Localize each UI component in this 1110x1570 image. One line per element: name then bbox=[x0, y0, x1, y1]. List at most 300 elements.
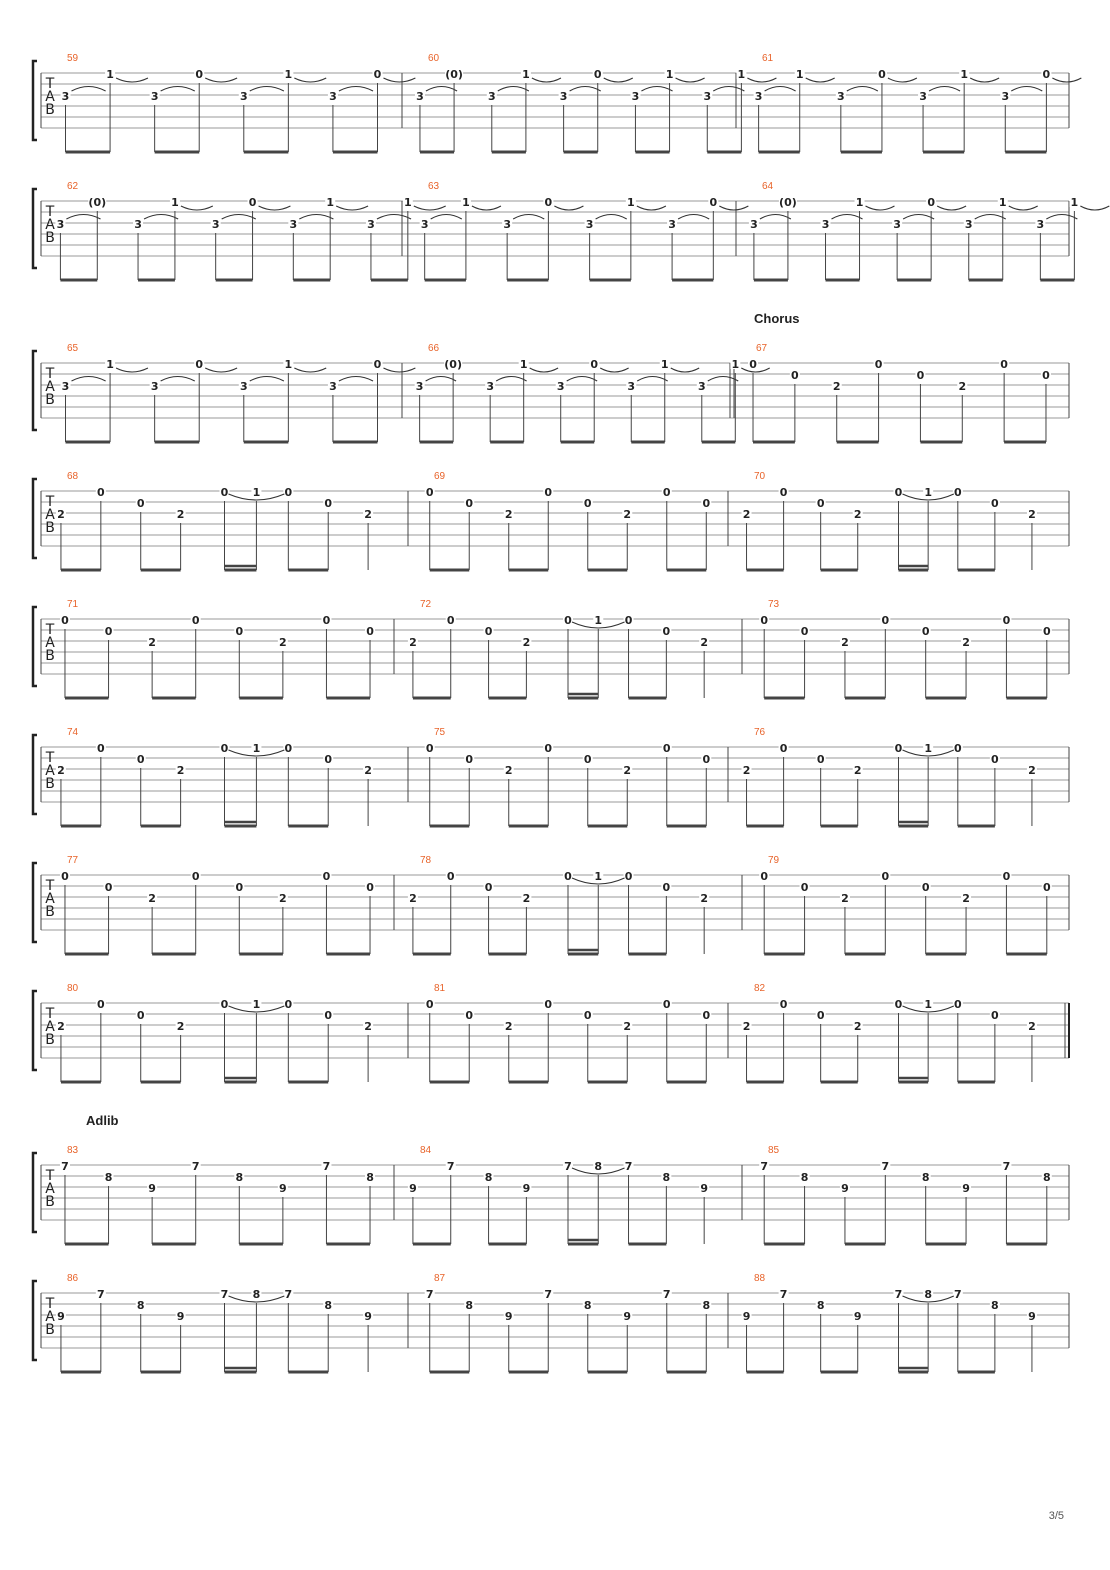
tie bbox=[294, 78, 326, 82]
tab-fret-number: 3 bbox=[416, 90, 424, 103]
tab-fret-number: 8 bbox=[921, 1171, 930, 1184]
tab-fret-number: 0 bbox=[136, 1009, 145, 1022]
tab-fret-number: 1 bbox=[665, 68, 674, 81]
tab-fret-number: 0 bbox=[916, 369, 925, 382]
slur bbox=[250, 377, 284, 382]
tab-fret-number: 9 bbox=[623, 1310, 632, 1323]
tie bbox=[532, 78, 561, 82]
tab-fret-number: 7 bbox=[191, 1160, 200, 1173]
tab-fret-number: 1 bbox=[106, 358, 114, 371]
tab-fret-number: (0) bbox=[444, 358, 462, 371]
tab-fret-number: 0 bbox=[800, 881, 809, 894]
tab-fret-number: 0 bbox=[220, 998, 229, 1011]
tab-fret-number: 1 bbox=[462, 196, 470, 209]
slur bbox=[144, 215, 178, 220]
system-bracket bbox=[33, 1153, 37, 1232]
tab-fret-number: 3 bbox=[556, 380, 565, 393]
tab-fret-number: 0 bbox=[322, 614, 331, 627]
system-bracket bbox=[33, 351, 37, 430]
tab-fret-number: 9 bbox=[700, 1182, 709, 1195]
tie bbox=[116, 78, 148, 82]
tab-fret-number: 0 bbox=[324, 1009, 333, 1022]
tab-clef-letter: A bbox=[45, 635, 55, 651]
tab-fret-number: 0 bbox=[709, 196, 718, 209]
tab-fret-number: 0 bbox=[662, 625, 671, 638]
tab-fret-number: (0) bbox=[779, 196, 797, 209]
tab-fret-number: 0 bbox=[97, 998, 105, 1011]
bar-number: 70 bbox=[754, 471, 766, 482]
tab-fret-number: 0 bbox=[991, 753, 999, 766]
tab-fret-number: 2 bbox=[853, 764, 862, 777]
tab-fret-number: 0 bbox=[874, 358, 883, 371]
bar-number: 67 bbox=[756, 343, 768, 354]
tab-fret-number: 7 bbox=[953, 1288, 962, 1301]
tab-fret-number: 0 bbox=[894, 486, 903, 499]
tab-fret-number: 0 bbox=[465, 753, 474, 766]
tie bbox=[181, 206, 213, 210]
tab-fret-number: 0 bbox=[248, 196, 257, 209]
tab-fret-number: 2 bbox=[148, 892, 156, 905]
tab-fret-number: 2 bbox=[504, 508, 513, 521]
tab-fret-number: 9 bbox=[522, 1182, 531, 1195]
tie bbox=[604, 78, 633, 82]
tab-fret-number: 0 bbox=[1002, 614, 1011, 627]
tab-fret-number: 0 bbox=[624, 870, 633, 883]
tab-fret-number: 0 bbox=[1042, 881, 1051, 894]
tie bbox=[747, 78, 776, 82]
tab-fret-number: 0 bbox=[583, 497, 592, 510]
tab-fret-number: 3 bbox=[329, 90, 337, 103]
tab-fret-number: 2 bbox=[522, 636, 531, 649]
tab-fret-number: 0 bbox=[662, 486, 671, 499]
tab-fret-number: 2 bbox=[364, 764, 372, 777]
tie bbox=[676, 78, 705, 82]
bar-number: 81 bbox=[434, 983, 446, 994]
tab-fret-number: 3 bbox=[821, 218, 830, 231]
tab-fret-number: 3 bbox=[1001, 90, 1010, 103]
tab-fret-number: 7 bbox=[544, 1288, 553, 1301]
tab-fret-number: 7 bbox=[624, 1160, 633, 1173]
tab-clef-letter: B bbox=[45, 392, 55, 408]
tab-clef-letter: T bbox=[45, 76, 55, 92]
tab-fret-number: 0 bbox=[191, 614, 200, 627]
tab-clef-letter: T bbox=[45, 1168, 55, 1184]
system-bracket bbox=[33, 61, 37, 140]
tab-clef-letter: T bbox=[45, 1296, 55, 1312]
bar-number: 66 bbox=[428, 343, 440, 354]
tab-fret-number: 8 bbox=[366, 1171, 374, 1184]
tab-fret-number: 0 bbox=[425, 486, 434, 499]
tab-fret-number: 0 bbox=[791, 369, 799, 382]
tab-fret-number: 2 bbox=[176, 764, 185, 777]
bar-number: 74 bbox=[67, 727, 79, 738]
tab-clef-letter: A bbox=[45, 1309, 55, 1325]
slur bbox=[496, 377, 526, 382]
tab-fret-number: 3 bbox=[750, 218, 758, 231]
tab-fret-number: 7 bbox=[61, 1160, 69, 1173]
tab-fret-number: 0 bbox=[284, 486, 293, 499]
tab-fret-number: 2 bbox=[409, 636, 417, 649]
tie bbox=[530, 368, 558, 372]
tab-fret-number: 2 bbox=[176, 508, 185, 521]
tab-fret-number: 0 bbox=[662, 881, 671, 894]
tab-fret-number: 0 bbox=[583, 753, 592, 766]
tab-fret-number: 8 bbox=[1042, 1171, 1051, 1184]
tab-fret-number: 2 bbox=[504, 1020, 513, 1033]
tab-fret-number: 3 bbox=[134, 218, 142, 231]
tab-fret-number: 3 bbox=[1036, 218, 1045, 231]
tab-fret-number: 0 bbox=[894, 998, 903, 1011]
tab-fret-number: 9 bbox=[279, 1182, 287, 1195]
bar-number: 80 bbox=[67, 983, 79, 994]
bar-number: 63 bbox=[428, 181, 440, 192]
tab-fret-number: 2 bbox=[623, 508, 632, 521]
tab-fret-number: 9 bbox=[504, 1310, 513, 1323]
slur bbox=[72, 377, 106, 382]
tab-clef-letter: A bbox=[45, 891, 55, 907]
tab-clef-letter: B bbox=[45, 776, 55, 792]
tab-fret-number: 0 bbox=[624, 614, 633, 627]
tab-fret-number: 8 bbox=[465, 1299, 474, 1312]
tab-clef-letter: B bbox=[45, 904, 55, 920]
bar-number: 77 bbox=[67, 855, 79, 866]
bar-number: 76 bbox=[754, 727, 766, 738]
tab-fret-number: 3 bbox=[487, 90, 496, 103]
tab-fret-number: 0 bbox=[373, 358, 382, 371]
bar-number: 68 bbox=[67, 471, 79, 482]
tab-fret-number: 0 bbox=[800, 625, 809, 638]
tab-clef-letter: A bbox=[45, 217, 55, 233]
tab-clef-letter: A bbox=[45, 763, 55, 779]
tab-fret-number: 3 bbox=[56, 218, 65, 231]
tab-fret-number: 9 bbox=[841, 1182, 849, 1195]
slur bbox=[847, 87, 878, 92]
tab-clef-letter: A bbox=[45, 89, 55, 105]
tab-fret-number: 0 bbox=[816, 497, 825, 510]
system-bracket bbox=[33, 607, 37, 686]
slur bbox=[929, 87, 960, 92]
tab-fret-number: 3 bbox=[420, 218, 429, 231]
tab-fret-number: 9 bbox=[962, 1182, 970, 1195]
tab-fret-number: 2 bbox=[364, 1020, 372, 1033]
tab-fret-number: 0 bbox=[816, 753, 825, 766]
tab-fret-number: 3 bbox=[754, 90, 763, 103]
slur bbox=[339, 87, 373, 92]
tab-clef-letter: B bbox=[45, 102, 55, 118]
bar-number: 78 bbox=[420, 855, 432, 866]
tie bbox=[116, 368, 148, 372]
tab-fret-number: 0 bbox=[136, 497, 145, 510]
tab-fret-number: 2 bbox=[853, 1020, 862, 1033]
slur bbox=[975, 215, 1006, 220]
tab-fret-number: 2 bbox=[57, 1020, 65, 1033]
slur bbox=[713, 87, 744, 92]
tab-fret-number: 1 bbox=[594, 870, 603, 883]
tab-fret-number: 3 bbox=[61, 380, 70, 393]
tab-fret-number: 2 bbox=[1028, 764, 1036, 777]
tab-clef-letter: T bbox=[45, 366, 55, 382]
tab-fret-number: 8 bbox=[324, 1299, 333, 1312]
tab-fret-number: 0 bbox=[544, 486, 553, 499]
tab-fret-number: 0 bbox=[544, 998, 553, 1011]
tab-fret-number: (0) bbox=[88, 196, 107, 209]
tie bbox=[383, 78, 415, 82]
bar-number: 61 bbox=[762, 53, 774, 64]
bar-number: 87 bbox=[434, 1273, 446, 1284]
tab-fret-number: 0 bbox=[136, 753, 145, 766]
tab-fret-number: 1 bbox=[924, 486, 932, 499]
tab-fret-number: 3 bbox=[697, 380, 706, 393]
tab-fret-number: 0 bbox=[590, 358, 599, 371]
bar-number: 69 bbox=[434, 471, 446, 482]
tab-fret-number: 3 bbox=[559, 90, 568, 103]
tab-fret-number: 0 bbox=[1042, 369, 1050, 382]
tab-fret-number: 2 bbox=[409, 892, 417, 905]
slur bbox=[377, 215, 411, 220]
tab-fret-number: 0 bbox=[894, 742, 903, 755]
tab-fret-number: 1 bbox=[252, 742, 261, 755]
tie bbox=[866, 206, 895, 210]
slur bbox=[339, 377, 373, 382]
slur bbox=[498, 87, 529, 92]
tab-fret-number: 0 bbox=[1000, 358, 1008, 371]
tab-fret-number: 1 bbox=[924, 998, 932, 1011]
tab-clef-letter: A bbox=[45, 379, 55, 395]
tab-fret-number: 8 bbox=[991, 1299, 999, 1312]
tab-fret-number: 8 bbox=[104, 1171, 113, 1184]
tab-fret-number: 0 bbox=[760, 870, 769, 883]
slur bbox=[903, 215, 934, 220]
tab-fret-number: 1 bbox=[731, 358, 740, 371]
tab-fret-number: 7 bbox=[779, 1288, 788, 1301]
tab-fret-number: 0 bbox=[953, 486, 962, 499]
tab-fret-number: 8 bbox=[583, 1299, 592, 1312]
tab-fret-number: 0 bbox=[61, 614, 69, 627]
tab-fret-number: 0 bbox=[702, 497, 711, 510]
tab-fret-number: 0 bbox=[921, 625, 930, 638]
tab-fret-number: 0 bbox=[564, 614, 572, 627]
tab-fret-number: 0 bbox=[702, 753, 711, 766]
tie bbox=[414, 206, 446, 210]
tab-fret-number: 1 bbox=[522, 68, 530, 81]
tab-fret-number: 0 bbox=[881, 614, 890, 627]
tab-fret-number: 2 bbox=[148, 636, 156, 649]
tab-fret-number: 3 bbox=[919, 90, 927, 103]
tab-fret-number: 0 bbox=[662, 742, 671, 755]
tab-fret-number: 0 bbox=[465, 497, 474, 510]
tab-fret-number: 2 bbox=[57, 764, 65, 777]
tab-fret-number: 7 bbox=[760, 1160, 769, 1173]
tab-fret-number: 2 bbox=[522, 892, 531, 905]
tab-fret-number: 0 bbox=[544, 196, 553, 209]
tab-fret-number: 3 bbox=[289, 218, 298, 231]
slur bbox=[567, 377, 597, 382]
bar-number: 65 bbox=[67, 343, 79, 354]
tab-fret-number: 2 bbox=[958, 380, 967, 393]
system-bracket bbox=[33, 189, 37, 268]
tab-fret-number: 9 bbox=[176, 1310, 185, 1323]
system-bracket bbox=[33, 479, 37, 558]
tab-fret-number: 3 bbox=[239, 380, 248, 393]
tab-fret-number: 0 bbox=[97, 486, 105, 499]
slur bbox=[765, 87, 796, 92]
tab-fret-number: 0 bbox=[760, 614, 769, 627]
tab-fret-number: 1 bbox=[284, 68, 293, 81]
bar-number: 72 bbox=[420, 599, 432, 610]
bar-number: 73 bbox=[768, 599, 780, 610]
tab-fret-number: 0 bbox=[425, 998, 434, 1011]
tab-fret-number: 1 bbox=[519, 358, 528, 371]
tab-fret-number: 0 bbox=[1002, 870, 1011, 883]
tab-fret-number: 1 bbox=[403, 196, 412, 209]
tab-fret-number: 0 bbox=[1042, 625, 1051, 638]
tab-fret-number: 3 bbox=[703, 90, 712, 103]
tab-fret-number: 7 bbox=[446, 1160, 455, 1173]
slur bbox=[72, 87, 106, 92]
tab-fret-number: 0 bbox=[991, 1009, 999, 1022]
tab-fret-number: 7 bbox=[425, 1288, 434, 1301]
tab-fret-number: 0 bbox=[324, 753, 333, 766]
tab-fret-number: 0 bbox=[235, 625, 244, 638]
tab-fret-number: 0 bbox=[484, 625, 493, 638]
tie bbox=[383, 368, 415, 372]
tie bbox=[294, 368, 326, 372]
tab-fret-number: 3 bbox=[61, 90, 70, 103]
tab-fret-number: 3 bbox=[893, 218, 901, 231]
tab-fret-number: 1 bbox=[594, 614, 603, 627]
tab-fret-number: 0 bbox=[446, 614, 455, 627]
tab-fret-number: 0 bbox=[953, 998, 962, 1011]
tab-fret-number: 7 bbox=[322, 1160, 331, 1173]
tab-fret-number: 0 bbox=[195, 68, 204, 81]
tab-fret-number: 0 bbox=[195, 358, 204, 371]
tab-clef-letter: A bbox=[45, 507, 55, 523]
tie bbox=[336, 206, 368, 210]
tie bbox=[1009, 206, 1038, 210]
tab-fret-number: 3 bbox=[150, 90, 159, 103]
tab-fret-number: 1 bbox=[660, 358, 669, 371]
tab-clef-letter: B bbox=[45, 1194, 55, 1210]
tab-fret-number: 2 bbox=[623, 1020, 632, 1033]
tab-fret-number: 1 bbox=[106, 68, 114, 81]
tab-fret-number: 8 bbox=[484, 1171, 493, 1184]
tab-fret-number: 0 bbox=[878, 68, 886, 81]
bar-number: 85 bbox=[768, 1145, 780, 1156]
tab-fret-number: 2 bbox=[841, 892, 849, 905]
tab-fret-number: 0 bbox=[749, 358, 757, 371]
tab-fret-number: 0 bbox=[235, 881, 244, 894]
bar-number: 60 bbox=[428, 53, 440, 64]
tab-fret-number: 3 bbox=[627, 380, 636, 393]
tab-clef-letter: B bbox=[45, 520, 55, 536]
tab-fret-number: 0 bbox=[484, 881, 493, 894]
slur bbox=[637, 377, 667, 382]
tie bbox=[1052, 78, 1081, 82]
tab-fret-number: 2 bbox=[700, 892, 709, 905]
tie bbox=[671, 368, 699, 372]
bar-number: 71 bbox=[67, 599, 79, 610]
tab-fret-number: 8 bbox=[924, 1288, 932, 1301]
bar-number: 64 bbox=[762, 181, 774, 192]
tab-fret-number: 0 bbox=[544, 742, 553, 755]
tie bbox=[888, 78, 917, 82]
tab-fret-number: 2 bbox=[832, 380, 841, 393]
page-number: 3/5 bbox=[1048, 1510, 1064, 1522]
tab-fret-number: 2 bbox=[853, 508, 862, 521]
system-bracket bbox=[33, 863, 37, 942]
bar-number: 62 bbox=[67, 181, 79, 192]
tie bbox=[937, 206, 966, 210]
tab-fret-number: 0 bbox=[104, 881, 113, 894]
tab-fret-number: 0 bbox=[953, 742, 962, 755]
tab-fret-number: 2 bbox=[279, 636, 287, 649]
tab-fret-number: 0 bbox=[366, 625, 374, 638]
tab-fret-number: 2 bbox=[1028, 1020, 1036, 1033]
tab-fret-number: 0 bbox=[702, 1009, 711, 1022]
tab-clef-letter: T bbox=[45, 622, 55, 638]
tab-fret-number: 9 bbox=[364, 1310, 372, 1323]
tab-fret-number: 1 bbox=[326, 196, 335, 209]
tab-fret-number: 8 bbox=[702, 1299, 711, 1312]
tab-fret-number: 2 bbox=[742, 1020, 751, 1033]
bar-number: 82 bbox=[754, 983, 766, 994]
tie bbox=[637, 206, 666, 210]
tie bbox=[1080, 206, 1109, 210]
tab-fret-number: 1 bbox=[627, 196, 635, 209]
tab-clef-letter: A bbox=[45, 1019, 55, 1035]
tab-fret-number: 1 bbox=[171, 196, 179, 209]
tab-fret-number: 3 bbox=[964, 218, 973, 231]
tab-clef-letter: A bbox=[45, 1181, 55, 1197]
tab-fret-number: 2 bbox=[742, 764, 751, 777]
tab-fret-number: 3 bbox=[150, 380, 159, 393]
tab-fret-number: 7 bbox=[1002, 1160, 1011, 1173]
tab-fret-number: 1 bbox=[960, 68, 968, 81]
tie bbox=[719, 206, 748, 210]
tab-fret-number: 9 bbox=[409, 1182, 417, 1195]
tab-fret-number: 0 bbox=[991, 497, 999, 510]
tab-fret-number: 3 bbox=[631, 90, 640, 103]
tab-fret-number: 1 bbox=[795, 68, 804, 81]
tab-fret-number: 1 bbox=[1070, 196, 1079, 209]
bar-number: 84 bbox=[420, 1145, 432, 1156]
tab-fret-number: 0 bbox=[921, 881, 930, 894]
tab-clef-letter: B bbox=[45, 1322, 55, 1338]
tab-clef-letter: B bbox=[45, 648, 55, 664]
tab-fret-number: 3 bbox=[415, 380, 424, 393]
system-bracket bbox=[33, 991, 37, 1070]
tie bbox=[472, 206, 501, 210]
bar-number: 88 bbox=[754, 1273, 766, 1284]
bar-number: 83 bbox=[67, 1145, 79, 1156]
tab-fret-number: 7 bbox=[894, 1288, 903, 1301]
tab-clef-letter: T bbox=[45, 750, 55, 766]
tab-fret-number: 0 bbox=[97, 742, 105, 755]
tab-fret-number: 9 bbox=[148, 1182, 156, 1195]
tab-fret-number: 9 bbox=[742, 1310, 751, 1323]
tab-fret-number: 2 bbox=[364, 508, 372, 521]
system-bracket bbox=[33, 1281, 37, 1360]
tab-fret-number: 2 bbox=[279, 892, 287, 905]
tab-fret-number: 0 bbox=[779, 742, 788, 755]
tab-fret-number: (0) bbox=[445, 68, 463, 81]
tab-clef-letter: B bbox=[45, 230, 55, 246]
tab-fret-number: 2 bbox=[623, 764, 632, 777]
tab-fret-number: 0 bbox=[373, 68, 382, 81]
tie bbox=[600, 368, 628, 372]
tab-fret-number: 7 bbox=[284, 1288, 293, 1301]
tab-fret-number: 8 bbox=[235, 1171, 244, 1184]
